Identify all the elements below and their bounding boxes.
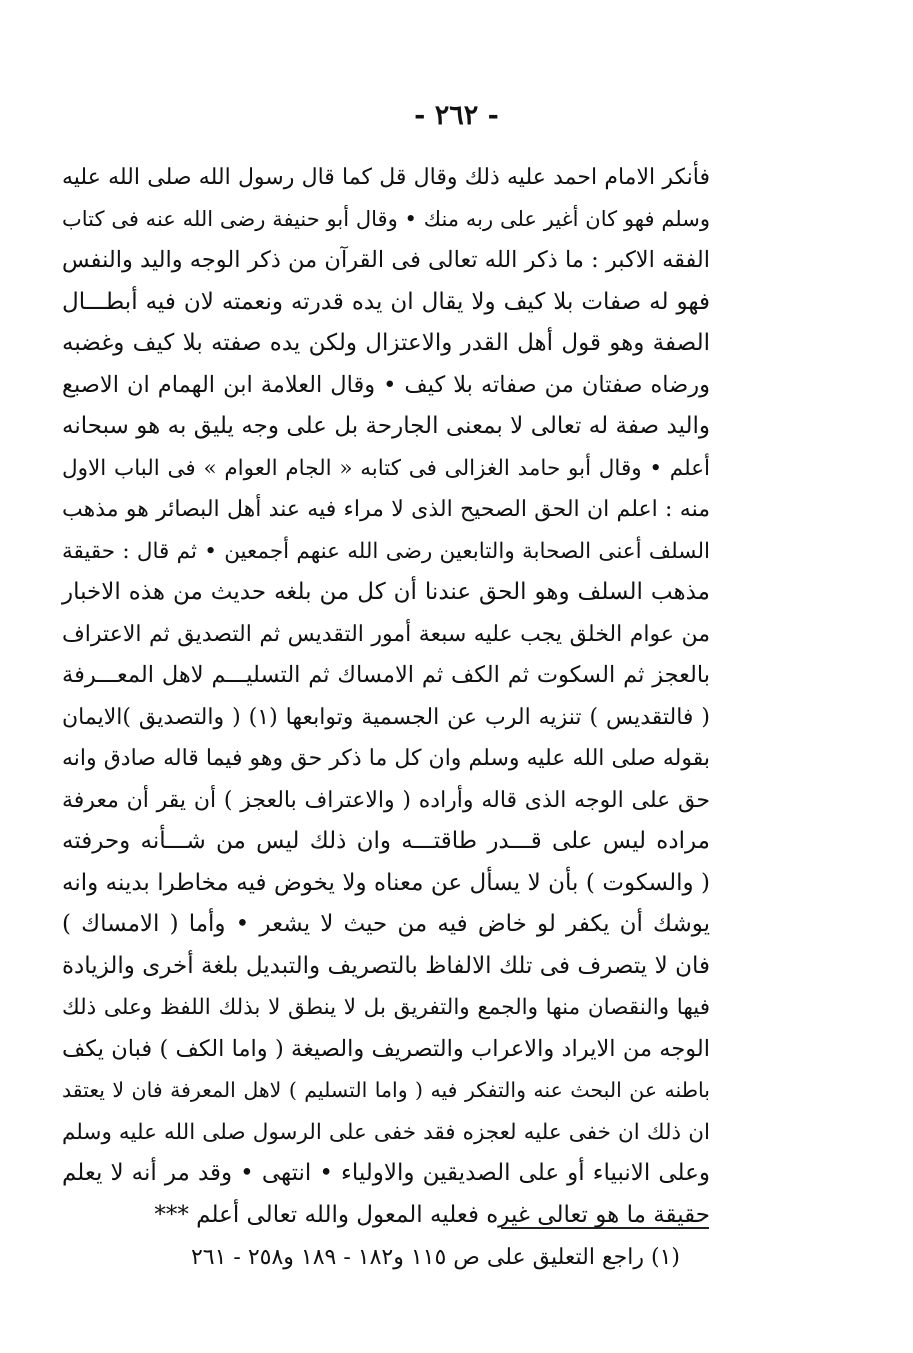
text-line: الفقه الاكبر : ما ذكر الله تعالى فى القرآن من ذكر الوجه واليد والنفس [62,247,710,273]
text-line: الصفة وهو قول أهل القدر والاعتزال ولكن يده صفته بلا كيف وغضبه [62,330,710,356]
text-line: ( فالتقديس ) تنزيه الرب عن الجسمية وتوابعها (١) ( والتصديق )الايمان [62,704,711,730]
text-line: حق على الوجه الذى قاله وأراده ( والاعتراف بالعجز ) أن يقر أن معرفة [62,787,710,813]
text-line: من عوام الخلق يجب عليه سبعة أمور التقديس ثم التصديق ثم الاعتراف [62,621,710,647]
footnote: (١) راجع التعليق على ص ١١٥ و١٨٢ - ١٨٩ و٢٥٨ - ٢٦١ [190,1245,680,1270]
text-line: مراده ليس على قـــدر طاقتـــه وان ذلك ليس من شـــأنه وحرفته [62,828,710,854]
text-line: مذهب السلف وهو الحق عندنا أن كل من بلغه حديث من هذه الاخبار [62,579,710,605]
text-line: الوجه من الايراد والاعراب والتصريف والصيغة ( واما الكف ) فبان يكف [62,1035,710,1062]
page-number: - ٢٦٢ - [414,100,499,131]
text-line: يوشك أن يكفر لو خاض فيه من حيث لا يشعر • وأما ( الامساك ) [62,911,710,937]
text-line: فان لا يتصرف فى تلك الالفاظ بالتصريف والتبديل بلغة أخرى والزيادة [62,952,710,979]
text-line: ورضاه صفتان من صفاته بلا كيف • وقال العلامة ابن الهمام ان الاصبع [62,371,710,398]
text-line: بقوله صلى الله عليه وسلم وان كل ما ذكر حق وهو فيما قاله صادق وانه [62,746,710,771]
body-text [62,157,710,1236]
text-line: فيها والنقصان منها والجمع والتفريق بل لا ينطق لا بذلك اللفظ وعلى ذلك [62,995,710,1020]
footnote-divider [501,1227,709,1229]
text-line: فأنكر الامام احمد عليه ذلك وقال قل كما قال رسول الله صلى الله عليه [62,165,710,190]
text-line: حقيقة ما هو تعالى غيره فعليه المعول والله تعالى أعلم *** [154,1201,710,1228]
text-line: أعلم • وقال أبو حامد الغزالى فى كتابه « الجام العوام » فى الباب الاول [62,455,710,481]
text-line: السلف أعنى الصحابة والتابعين رضى الله عنهم أجمعين • ثم قال : حقيقة [62,538,710,564]
text-line: بالعجز ثم السكوت ثم الكف ثم الامساك ثم التسليـــم لاهل المعـــرفة [62,662,710,688]
text-line: فهو له صفات بلا كيف ولا يقال ان يده قدرته ونعمته لان فيه أبطـــال [62,288,710,315]
text-line: منه : اعلم ان الحق الصحيح الذى لا مراء فيه عند أهل البصائر هو مذهب [62,497,710,522]
text-line: ( والسكوت ) بأن لا يسأل عن معناه ولا يخوض فيه مخاطرا بدينه وانه [62,869,710,896]
text-line: باطنه عن البحث عنه والتفكر فيه ( واما التسليم ) لاهل المعرفة فان لا يعتقد [62,1078,710,1102]
text-line: وعلى الانبياء أو على الصديقين والاولياء • انتهى • وقد مر أنه لا يعلم [62,1160,710,1186]
text-line: واليد صفة له تعالى لا بمعنى الجارحة بل على وجه يليق به هو سبحانه [62,413,710,439]
text-line: وسلم فهو كان أغير على ربه منك • وقال أبو حنيفة رضى الله عنه فى كتاب [62,206,710,231]
text-line: ان ذلك ان خفى عليه لعجزه فقد خفى على الرسول صلى الله عليه وسلم [62,1119,710,1145]
